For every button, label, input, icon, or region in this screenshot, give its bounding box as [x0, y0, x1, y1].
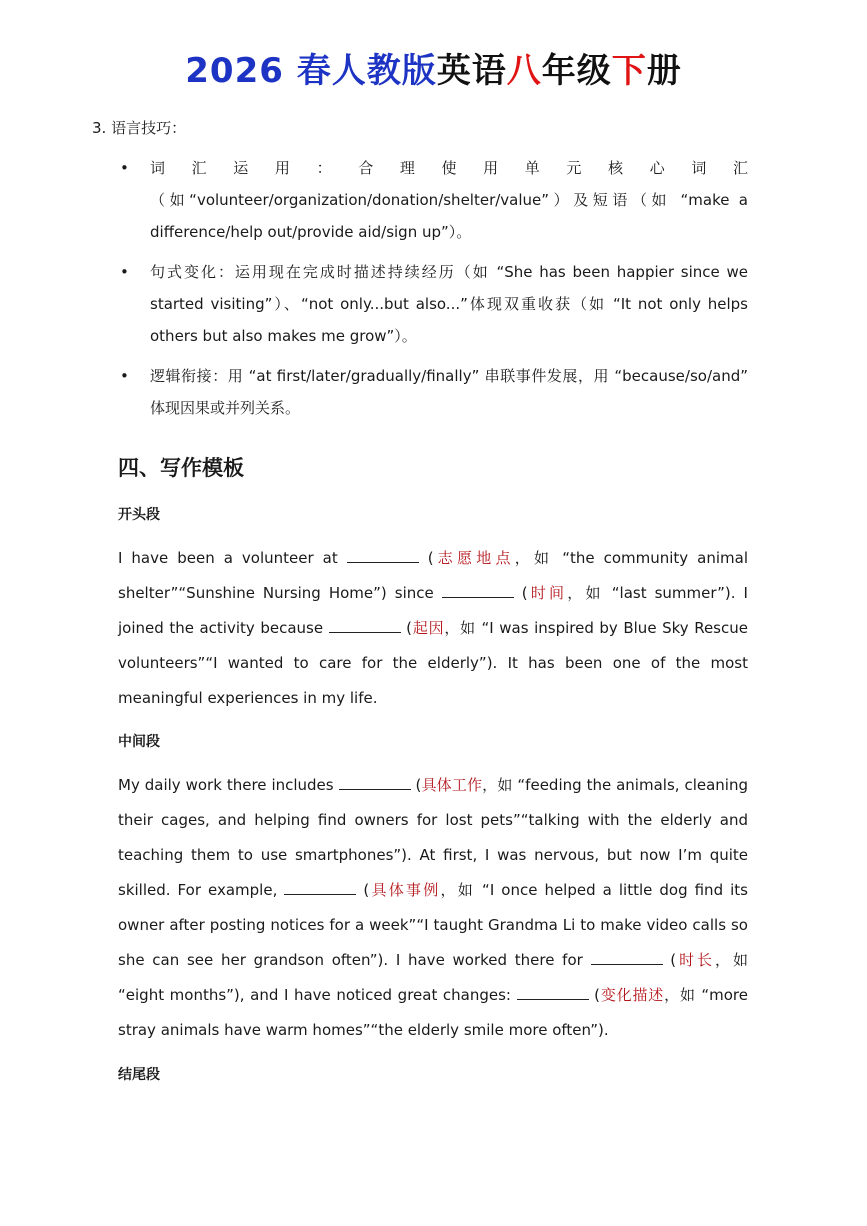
language-skills-list: [118, 152, 748, 432]
bullet-text: 句式变化：运用现在完成时描述持续经历（如 “She has been happier since we started visiting”）、“not only...but also...”体现双重收获（如 “It not only helps others but also makes me grow”）。: [150, 263, 748, 345]
fill-blank: [517, 985, 589, 1000]
hint-text: 志愿地点: [433, 549, 515, 567]
title-part-term: 下: [611, 51, 647, 91]
text-run: ，如 “I once helped a little dog find its owner after posting notices for a week”“I taught Grandma Li to make video calls so she can see her grandson often”). I have worked there for: [118, 881, 748, 969]
opening-paragraph-label: 开头段: [118, 507, 160, 523]
title-part-volume: 册: [646, 51, 682, 91]
opening-paragraph: [118, 541, 748, 716]
text-run: (: [356, 881, 370, 899]
text-run: ，如 “the community animal shelter”“Sunshine Nursing Home”) since: [118, 549, 749, 602]
fill-blank: [442, 583, 514, 598]
hint-text: 具体事例: [369, 881, 441, 899]
hint-text: 具体工作: [421, 776, 483, 794]
bullet-icon: •: [120, 159, 129, 177]
fill-blank: [339, 775, 411, 790]
text-run: I have been a volunteer at: [118, 549, 347, 567]
closing-paragraph-label: 结尾段: [118, 1067, 160, 1083]
section-3-heading: 3. 语言技巧：: [92, 119, 187, 137]
list-item: [118, 256, 748, 352]
hint-text: 变化描述: [600, 986, 665, 1004]
text-run: ，如 “last summer”). I joined the activity because: [118, 584, 748, 637]
text-run: ，如 “eight months”), and I have noticed great changes:: [118, 951, 748, 1004]
middle-paragraph-label: 中间段: [118, 734, 160, 750]
hint-text: 时间: [527, 584, 568, 602]
title-part-subject: 英语: [436, 51, 507, 91]
text-run: ，如 “more stray animals have warm homes”“the elderly smile more often”).: [118, 986, 748, 1039]
hint-text: 起因: [412, 619, 445, 637]
title-part-level: 年级: [541, 51, 612, 91]
fill-blank: [347, 548, 419, 563]
title-part-year: 2026 春人教版: [185, 51, 437, 91]
text-run: (: [418, 549, 434, 567]
section-4-heading: 四、写作模板: [118, 456, 244, 480]
bullet-icon: •: [120, 367, 129, 385]
text-run: ，如 “feeding the animals, cleaning their cages, and helping find owners for lost pets”“talking with the elderly and teaching them to use smartphones”). At first, I was nervous, but now I’m quite skilled. For example,: [118, 776, 749, 899]
bullet-text: 词汇运用：合理使用单元核心词汇（如“volunteer/organization/donation/shelter/value”）及短语（如 “make a difference/help out/provide aid/sign up”）。: [150, 159, 748, 241]
list-item: [118, 152, 748, 248]
fill-blank: [591, 950, 663, 965]
title-part-grade: 八: [506, 51, 542, 91]
text-run: (: [410, 776, 422, 794]
middle-paragraph: [118, 768, 748, 1048]
text-run: (: [400, 619, 413, 637]
text-run: (: [662, 951, 677, 969]
text-run: (: [588, 986, 601, 1004]
bullet-icon: •: [120, 263, 129, 281]
text-run: (: [513, 584, 528, 602]
text-run: ，如 “I was inspired by Blue Sky Rescue volunteers”“I wanted to care for the elderly”). It has been one of the most meaningful experiences in my life.: [118, 619, 748, 707]
document-title: [0, 48, 867, 94]
fill-blank: [329, 618, 401, 633]
bullet-text: 逻辑衔接：用 “at first/later/gradually/finally” 串联事件发展，用 “because/so/and” 体现因果或并列关系。: [150, 367, 748, 417]
list-item: [118, 360, 748, 424]
fill-blank: [284, 880, 356, 895]
hint-text: 时长: [676, 951, 716, 969]
text-run: My daily work there includes: [118, 776, 339, 794]
